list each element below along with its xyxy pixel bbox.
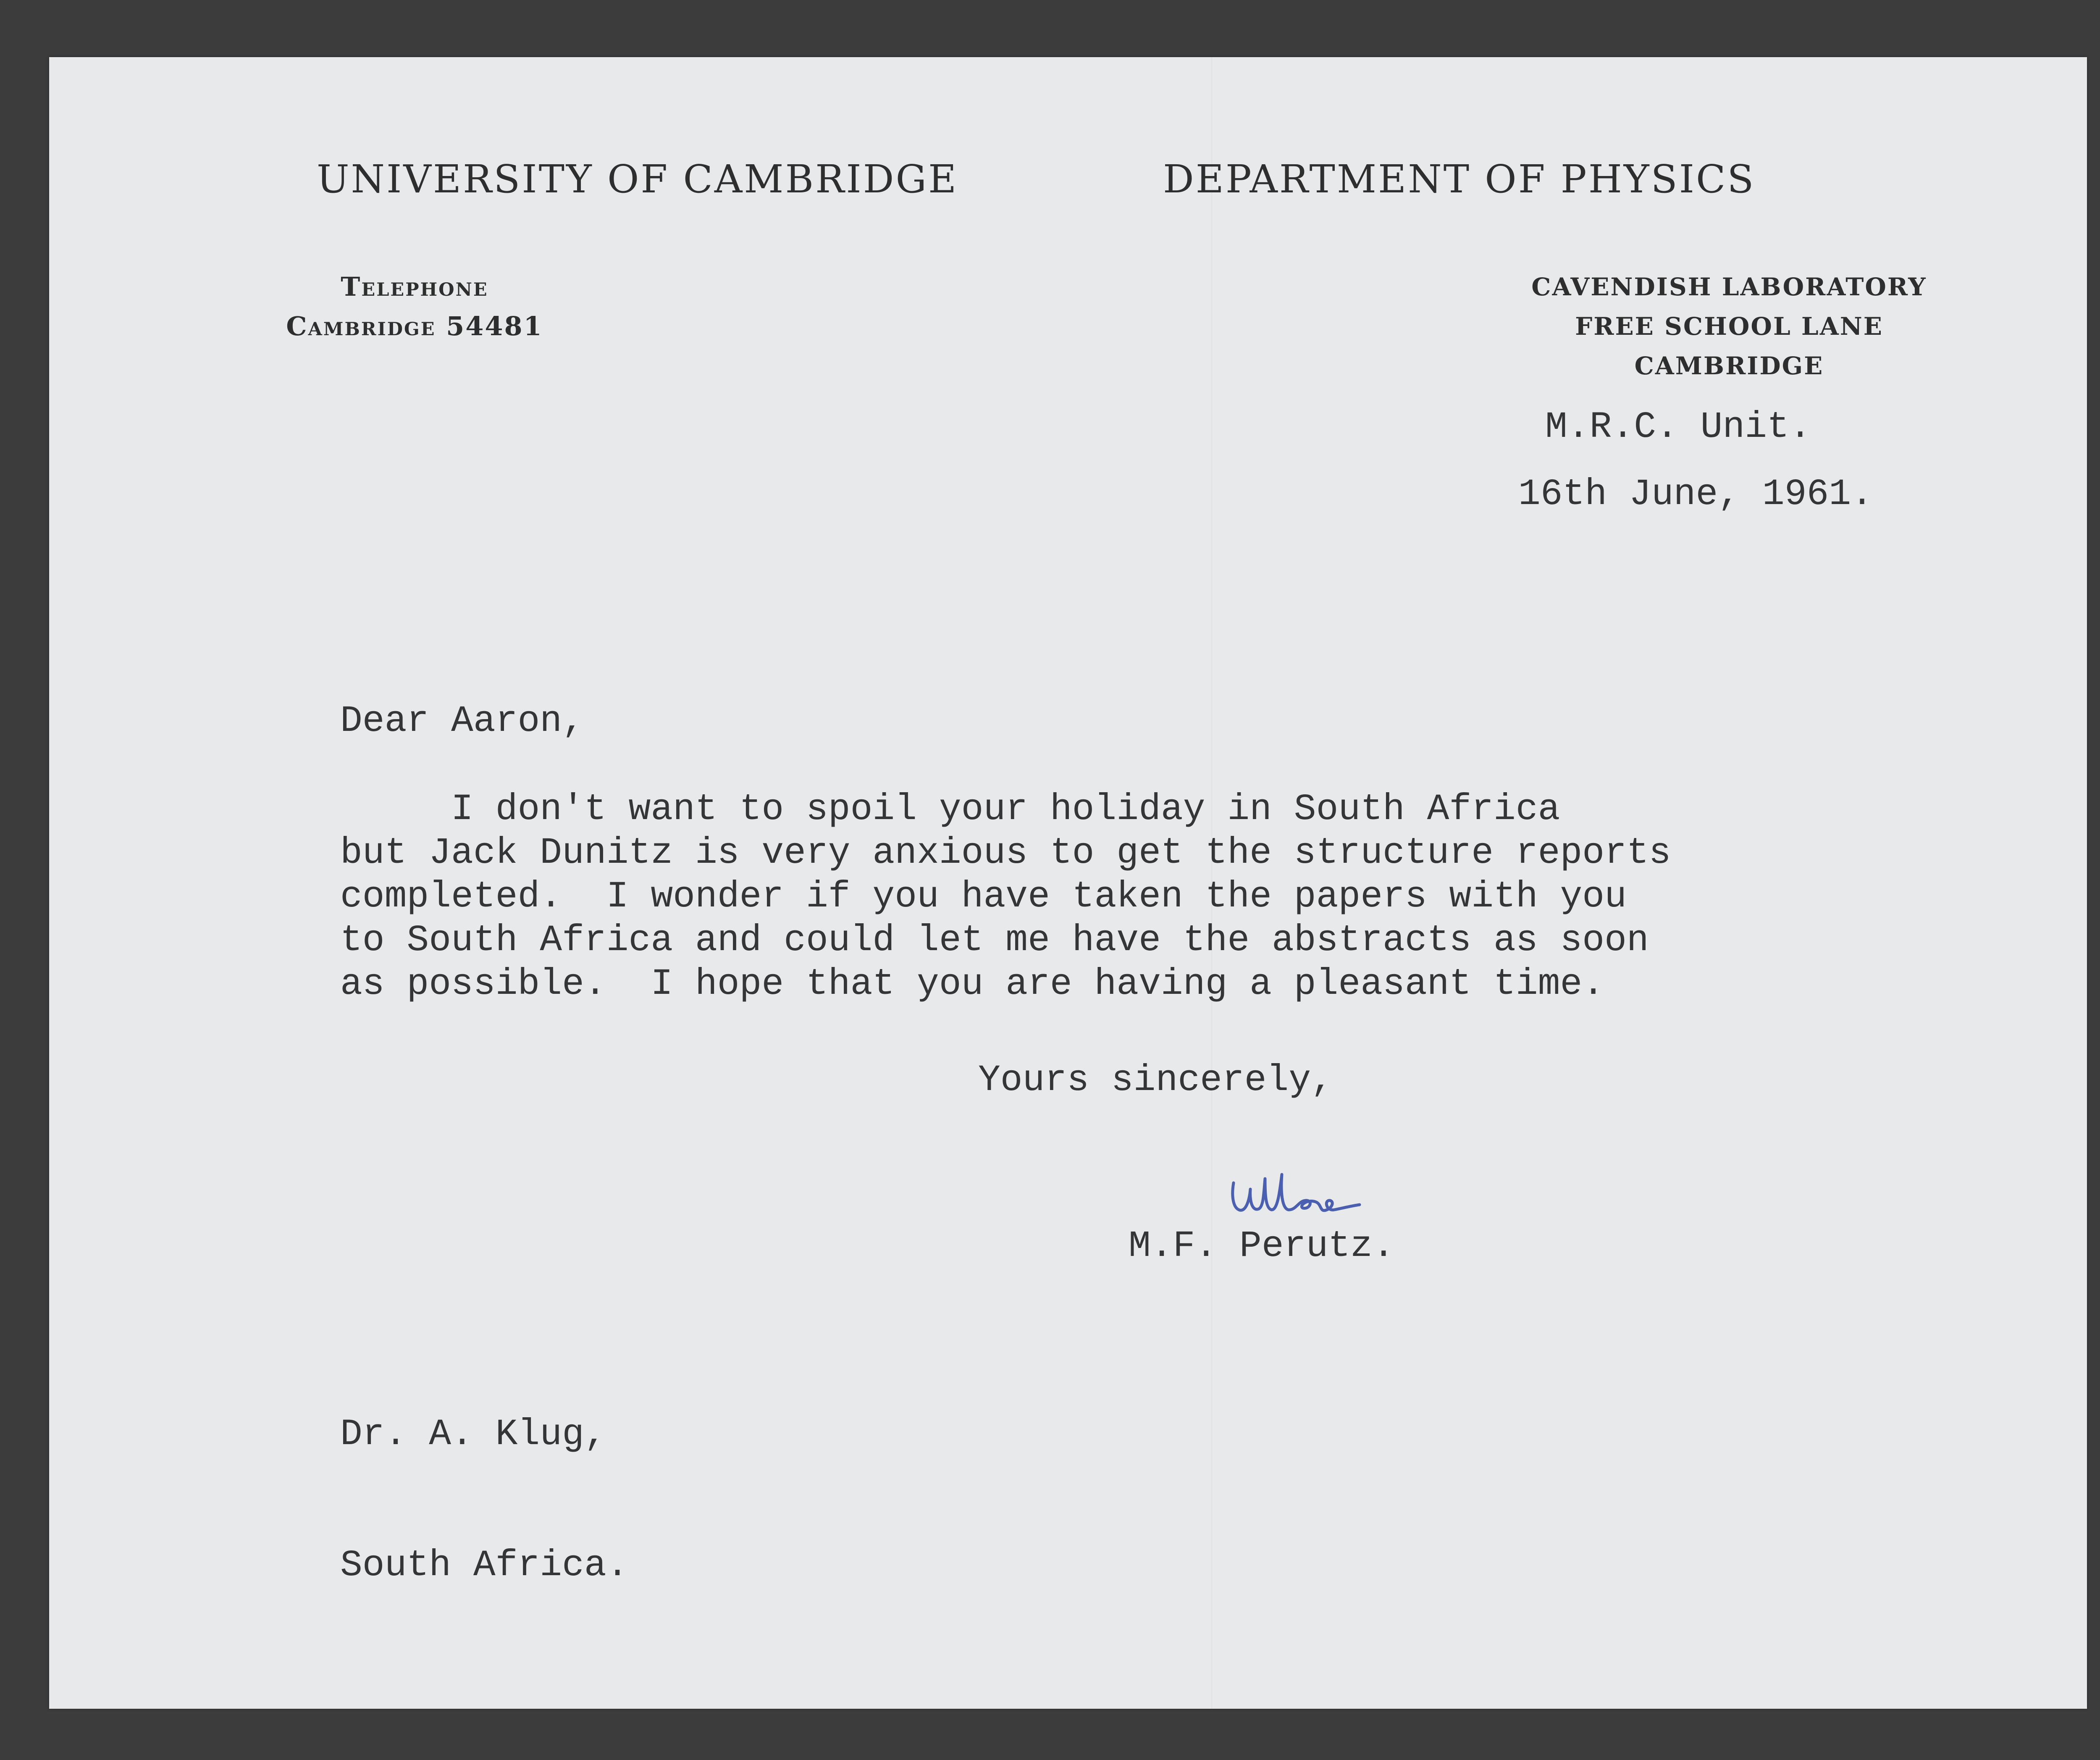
telephone-number: Cambridge 54481	[286, 311, 543, 341]
salutation: Dear Aaron,	[340, 701, 584, 742]
university-heading: UNIVERSITY OF CAMBRIDGE	[317, 157, 958, 202]
sender-name: M.F. Perutz.	[1129, 1226, 1395, 1267]
unit-line: M.R.C. Unit.	[1545, 407, 1811, 448]
letter-date: 16th June, 1961.	[1518, 474, 1873, 515]
telephone-block	[268, 267, 562, 346]
recipient-line-1: Dr. A. Klug,	[340, 1414, 606, 1455]
address-line-2: FREE SCHOOL LANE	[1575, 312, 1883, 341]
recipient-line-2: South Africa.	[340, 1545, 629, 1587]
recipient-block	[340, 1326, 629, 1675]
address-line-1: CAVENDISH LABORATORY	[1531, 273, 1927, 301]
address-line-3: CAMBRIDGE	[1634, 352, 1824, 380]
letter-page	[49, 57, 2087, 1709]
closing: Yours sincerely,	[978, 1060, 1333, 1101]
department-heading: DEPARTMENT OF PHYSICS	[1163, 157, 1756, 202]
telephone-label: Telephone	[341, 271, 488, 302]
letter-body: I don't want to spoil your holiday in South Africa but Jack Dunitz is very anxious to get the structure reports completed. I wonder if you have taken the papers with you to South Africa and could let me have the abstracts as soon as possible. I hope that you are having a pleasant time.	[340, 789, 1671, 1005]
handwritten-signature	[1225, 1166, 1368, 1229]
address-block	[1435, 267, 2023, 386]
